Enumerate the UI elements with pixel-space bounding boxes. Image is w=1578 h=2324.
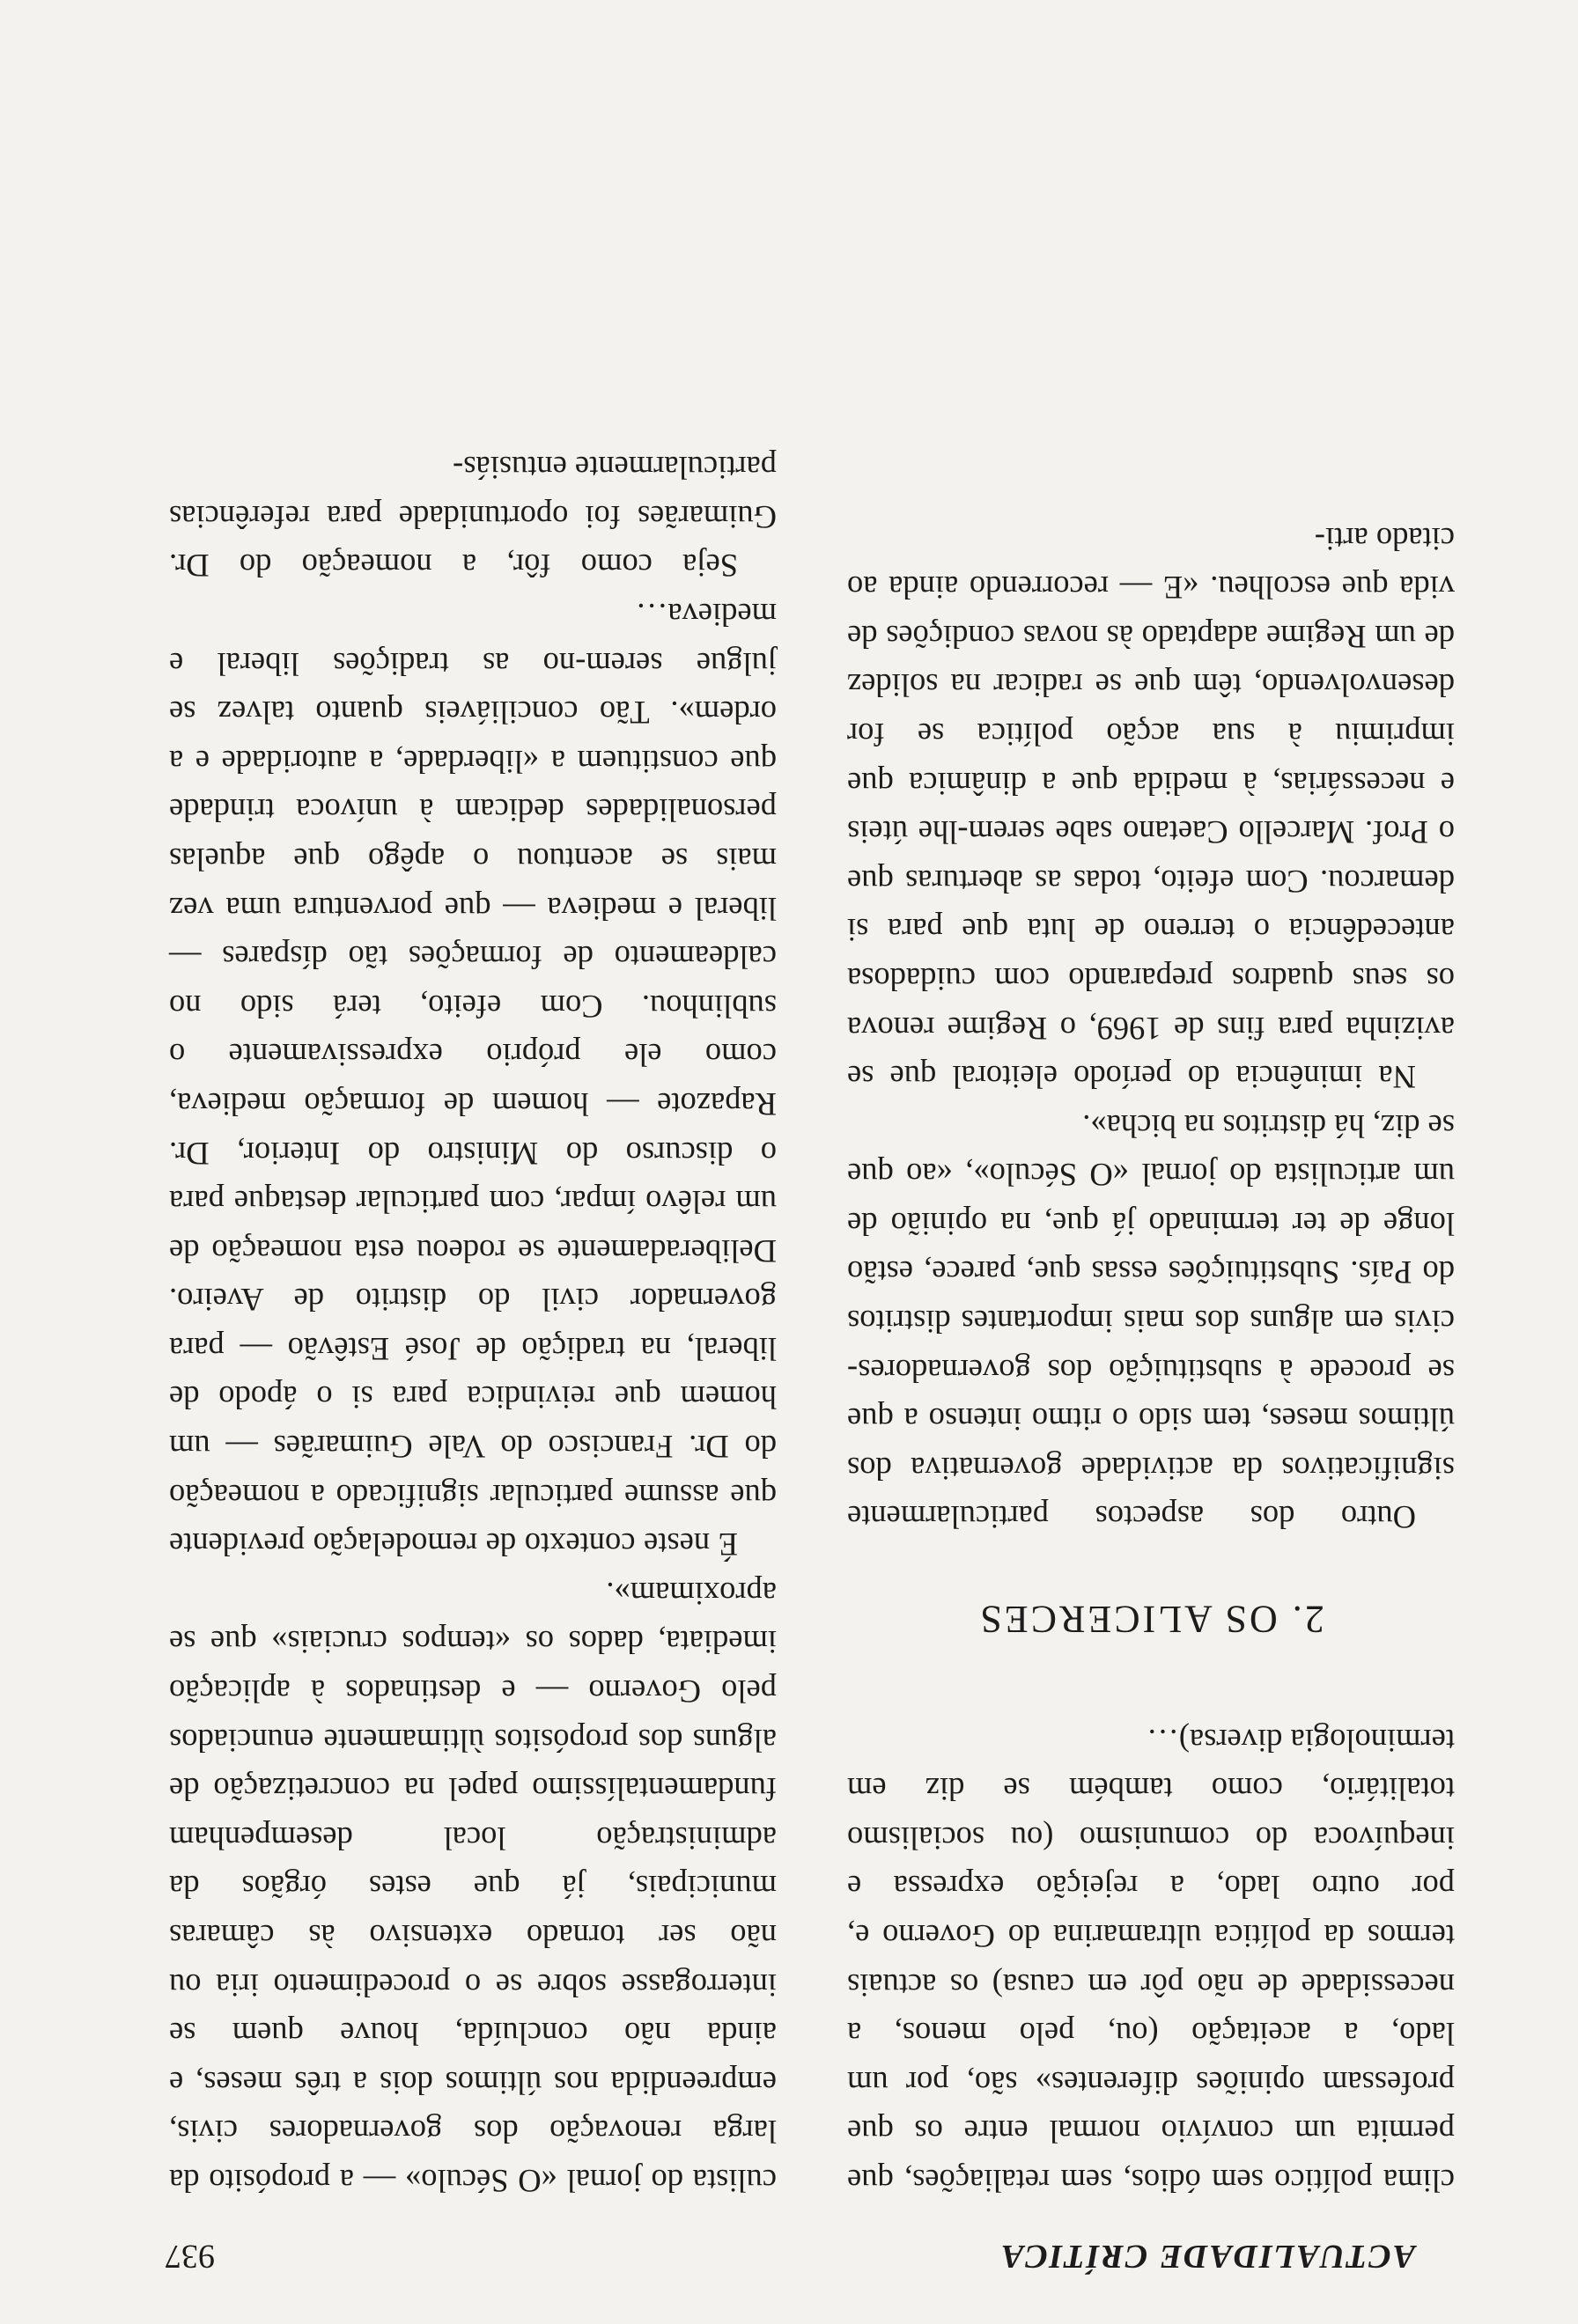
left-column	[847, 514, 1455, 2205]
paragraph: culista do jornal «O Século» — a propósito da larga renovação dos governadores civis, empreendida nos últimos dois a três meses, e ainda não concluída, houve quem se interrogasse sobre se o procedimento iria ou não ser tornado extensivo às câmaras municipais, já que estes órgãos da administração local desempenham fundamentalíssimo papel na concretização de alguns dos propósitos ùltimamente enunciados pelo Governo — e destinados à aplicação imediata, dados os «tempos cruciais» que se aproximam».	[169, 1575, 777, 2199]
paragraph: Outro dos aspectos particularmente significativos da actividade governativa dos últimos meses, tem sido o ritmo intenso a que se procede à substituição dos governadores-civis em alguns dos mais importantes distritos do País. Substituições essas que, parece, estão longe de ter terminado já que, na opinião de um articulista do jornal «O Século», «ao que se diz, há distritos na bicha».	[847, 1107, 1455, 1536]
page-number: 937	[165, 2238, 215, 2275]
running-title: ACTUALIDADE CRÍTICA	[999, 2238, 1415, 2275]
paragraph: É neste contexto de remodelação previdente que assume particular significado a nomeação do Dr. Francisco do Vale Guimarães — um homem que reivindica para si o ápodo de liberal, na tradição de José Estêvão — para governador civil do distrito de Aveiro. Deliberadamente se rodeou esta nomeação de um relêvo ímpar, com particular destaque para o discurso do Ministro do Interior, Dr. Rapazote — homem de formação medieva, como ele próprio expressivamente o sublinhou. Com efeito, terá sido no caldeamento de formações tão díspares — liberal e medieva — que porventura uma vez mais se acentuou o apêgo que aquelas personalidades dedicam à unívoca trindade que constituem a «liberdade, a autoridade e a ordem». Tão conciliáveis quanto talvez se julgue serem-no as tradições liberal e medieva…	[169, 597, 777, 1563]
running-head	[165, 2223, 1415, 2276]
paragraph: Na iminência do período eleitoral que se avizinha para fins de 1969, o Regime renova os seus quadros preparando com cuidadosa antecedência o terreno de luta que para si demarcou. Com efeito, todas as aberturas que o Prof. Marcello Caetano sabe serem-lhe úteis e necessárias, à medida que a dinâmica que imprimiu à sua acção política se for desenvolvendo, têm que se radicar na solidez de um Regime adaptado às novas condições de vida que escolheu. «E — recorrendo ainda ao citado arti-	[847, 520, 1455, 1096]
paragraph: Seja como fôr, a nomeação do Dr. Guimarães foi oportunidade para referências particularmente entusiás-	[169, 450, 777, 585]
paragraph: clima político sem ódios, sem retaliações, que permita um convívio normal entre os que professam opiniões diferentes» são, por um lado, a aceitação (ou, pelo menos, a necessidade de não pôr em causa) os actuais termos da política ultramarina do Governo e, por outro lado, a rejeição expressa e inequívoca do comunismo (ou socialismo totalitário, como também se diz em terminologia diversa)…	[847, 1722, 1455, 2199]
section-heading: 2. OS ALICERCES	[977, 1598, 1324, 1642]
right-column	[169, 444, 777, 2205]
